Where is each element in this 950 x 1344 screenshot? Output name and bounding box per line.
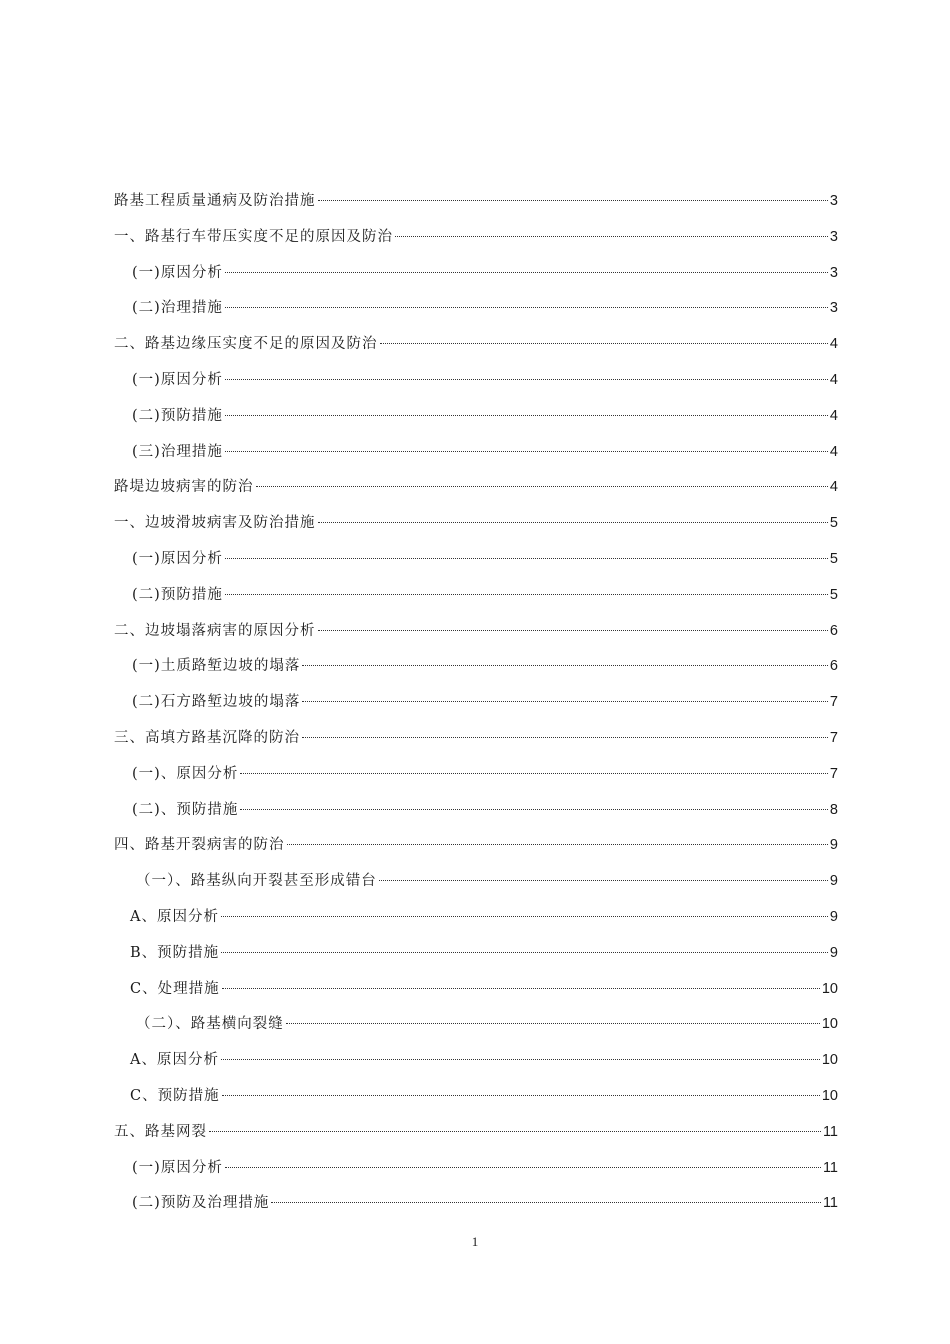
- toc-dot-leader: [221, 1059, 820, 1060]
- toc-entry-page: 10: [821, 1087, 838, 1104]
- toc-dot-leader: [271, 1202, 821, 1203]
- toc-entry[interactable]: [114, 327, 838, 363]
- toc-entry[interactable]: [114, 291, 838, 327]
- toc-entry[interactable]: [114, 900, 838, 936]
- toc-dot-leader: [318, 630, 828, 631]
- toc-entry-page: 6: [829, 658, 838, 675]
- toc-dot-leader: [287, 844, 828, 845]
- toc-entry-page: 4: [829, 336, 838, 353]
- toc-entry[interactable]: [114, 685, 838, 721]
- toc-entry[interactable]: [114, 1186, 838, 1222]
- toc-entry[interactable]: [114, 1043, 838, 1079]
- toc-dot-leader: [209, 1131, 821, 1132]
- toc-entry[interactable]: [114, 220, 838, 256]
- toc-dot-leader: [221, 916, 828, 917]
- toc-entry-label: (二)石方路堑边坡的塌落: [132, 694, 301, 711]
- toc-entry-label: A、原因分析: [130, 1052, 219, 1069]
- page-number: 1: [471, 1234, 479, 1249]
- toc-entry-page: 4: [829, 371, 838, 388]
- toc-entry[interactable]: [114, 470, 838, 506]
- toc-entry-page: 10: [821, 980, 838, 997]
- toc-entry-label: (二)、预防措施: [132, 801, 239, 818]
- toc-entry-label: A、原因分析: [130, 908, 219, 925]
- toc-entry[interactable]: [114, 721, 838, 757]
- toc-entry-label: (二)治理措施: [132, 300, 223, 317]
- toc-entry[interactable]: [114, 614, 838, 650]
- toc-entry-label: 一、路基行车带压实度不足的原因及防治: [114, 228, 393, 245]
- toc-entry-page: 9: [829, 873, 838, 890]
- toc-entry[interactable]: [114, 1079, 838, 1115]
- toc-entry-page: 11: [822, 1159, 838, 1176]
- toc-entry-page: 5: [829, 550, 838, 567]
- toc-entry-page: 4: [829, 443, 838, 460]
- toc-entry-page: 10: [821, 1052, 838, 1069]
- toc-entry-label: (二)预防措施: [132, 407, 223, 424]
- toc-dot-leader: [302, 737, 828, 738]
- toc-dot-leader: [225, 379, 828, 380]
- toc-entry[interactable]: [114, 793, 838, 829]
- toc-dot-leader: [225, 451, 828, 452]
- toc-dot-leader: [318, 200, 828, 201]
- toc-dot-leader: [240, 809, 828, 810]
- toc-dot-leader: [302, 701, 828, 702]
- toc-entry-label: (一)、原因分析: [132, 765, 239, 782]
- toc-entry-page: 11: [822, 1195, 838, 1212]
- toc-entry[interactable]: [114, 828, 838, 864]
- toc-dot-leader: [225, 272, 828, 273]
- toc-entry-label: 四、路基开裂病害的防治: [114, 837, 285, 854]
- toc-entry[interactable]: [114, 1007, 838, 1043]
- toc-entry-page: 3: [829, 228, 838, 245]
- toc-entry-label: （一）、路基纵向开裂甚至形成错台: [136, 873, 377, 890]
- toc-entry-page: 9: [829, 944, 838, 961]
- toc-entry-label: (一)原因分析: [132, 264, 223, 281]
- toc-entry-label: C、处理措施: [130, 980, 220, 997]
- toc-dot-leader: [225, 594, 828, 595]
- toc-dot-leader: [380, 343, 828, 344]
- toc-entry[interactable]: [114, 936, 838, 972]
- toc-dot-leader: [221, 952, 828, 953]
- toc-entry-page: 10: [821, 1016, 838, 1033]
- toc-dot-leader: [225, 307, 828, 308]
- toc-entry-label: (二)预防措施: [132, 586, 223, 603]
- toc-entry-page: 9: [829, 908, 838, 925]
- toc-entry-page: 3: [829, 300, 838, 317]
- toc-entry-label: (一)原因分析: [132, 1159, 223, 1176]
- toc-entry-page: 3: [829, 264, 838, 281]
- table-of-contents: [114, 184, 838, 1222]
- toc-entry-label: 五、路基网裂: [114, 1123, 207, 1140]
- toc-entry-label: C、预防措施: [130, 1087, 220, 1104]
- toc-entry-label: (二)预防及治理措施: [132, 1195, 270, 1212]
- toc-entry-page: 6: [829, 622, 838, 639]
- toc-dot-leader: [225, 415, 828, 416]
- toc-entry[interactable]: [114, 256, 838, 292]
- toc-dot-leader: [225, 558, 828, 559]
- toc-entry[interactable]: [114, 435, 838, 471]
- toc-entry-label: 路堤边坡病害的防治: [114, 479, 254, 496]
- toc-entry[interactable]: [114, 864, 838, 900]
- toc-entry-label: B、预防措施: [130, 944, 220, 961]
- toc-entry[interactable]: [114, 184, 838, 220]
- toc-dot-leader: [240, 773, 828, 774]
- toc-entry-page: 7: [829, 765, 838, 782]
- toc-dot-leader: [256, 486, 828, 487]
- toc-entry[interactable]: [114, 542, 838, 578]
- toc-entry[interactable]: [114, 399, 838, 435]
- toc-entry-page: 4: [829, 407, 838, 424]
- toc-entry[interactable]: [114, 1151, 838, 1187]
- toc-entry-page: 5: [829, 515, 838, 532]
- toc-entry[interactable]: [114, 972, 838, 1008]
- toc-dot-leader: [222, 1095, 820, 1096]
- toc-entry[interactable]: [114, 649, 838, 685]
- toc-entry-label: (一)土质路堑边坡的塌落: [132, 658, 301, 675]
- toc-entry-label: 路基工程质量通病及防治措施: [114, 193, 316, 209]
- toc-entry-label: （二）、路基横向裂缝: [136, 1016, 284, 1033]
- toc-dot-leader: [222, 988, 820, 989]
- toc-entry-label: 二、路基边缘压实度不足的原因及防治: [114, 336, 378, 353]
- toc-dot-leader: [318, 522, 828, 523]
- toc-entry-page: 9: [829, 837, 838, 854]
- toc-dot-leader: [395, 236, 828, 237]
- toc-entry[interactable]: [114, 363, 838, 399]
- toc-entry-page: 7: [829, 729, 838, 746]
- toc-entry[interactable]: [114, 506, 838, 542]
- toc-dot-leader: [286, 1023, 820, 1024]
- toc-entry-label: (一)原因分析: [132, 550, 223, 567]
- toc-dot-leader: [302, 665, 828, 666]
- toc-entry[interactable]: [114, 1115, 838, 1151]
- toc-entry[interactable]: [114, 578, 838, 614]
- toc-dot-leader: [379, 880, 828, 881]
- toc-entry-page: 8: [829, 801, 838, 818]
- toc-dot-leader: [225, 1167, 821, 1168]
- toc-entry-page: 3: [829, 193, 838, 209]
- toc-entry-page: 11: [822, 1123, 838, 1140]
- toc-entry-page: 5: [829, 586, 838, 603]
- toc-entry-label: 一、边坡滑坡病害及防治措施: [114, 515, 316, 532]
- toc-entry-label: 三、高填方路基沉降的防治: [114, 729, 300, 746]
- toc-entry-page: 7: [829, 694, 838, 711]
- toc-entry-page: 4: [829, 479, 838, 496]
- toc-entry[interactable]: [114, 757, 838, 793]
- toc-entry-label: 二、边坡塌落病害的原因分析: [114, 622, 316, 639]
- toc-entry-label: (一)原因分析: [132, 371, 223, 388]
- toc-entry-label: (三)治理措施: [132, 443, 223, 460]
